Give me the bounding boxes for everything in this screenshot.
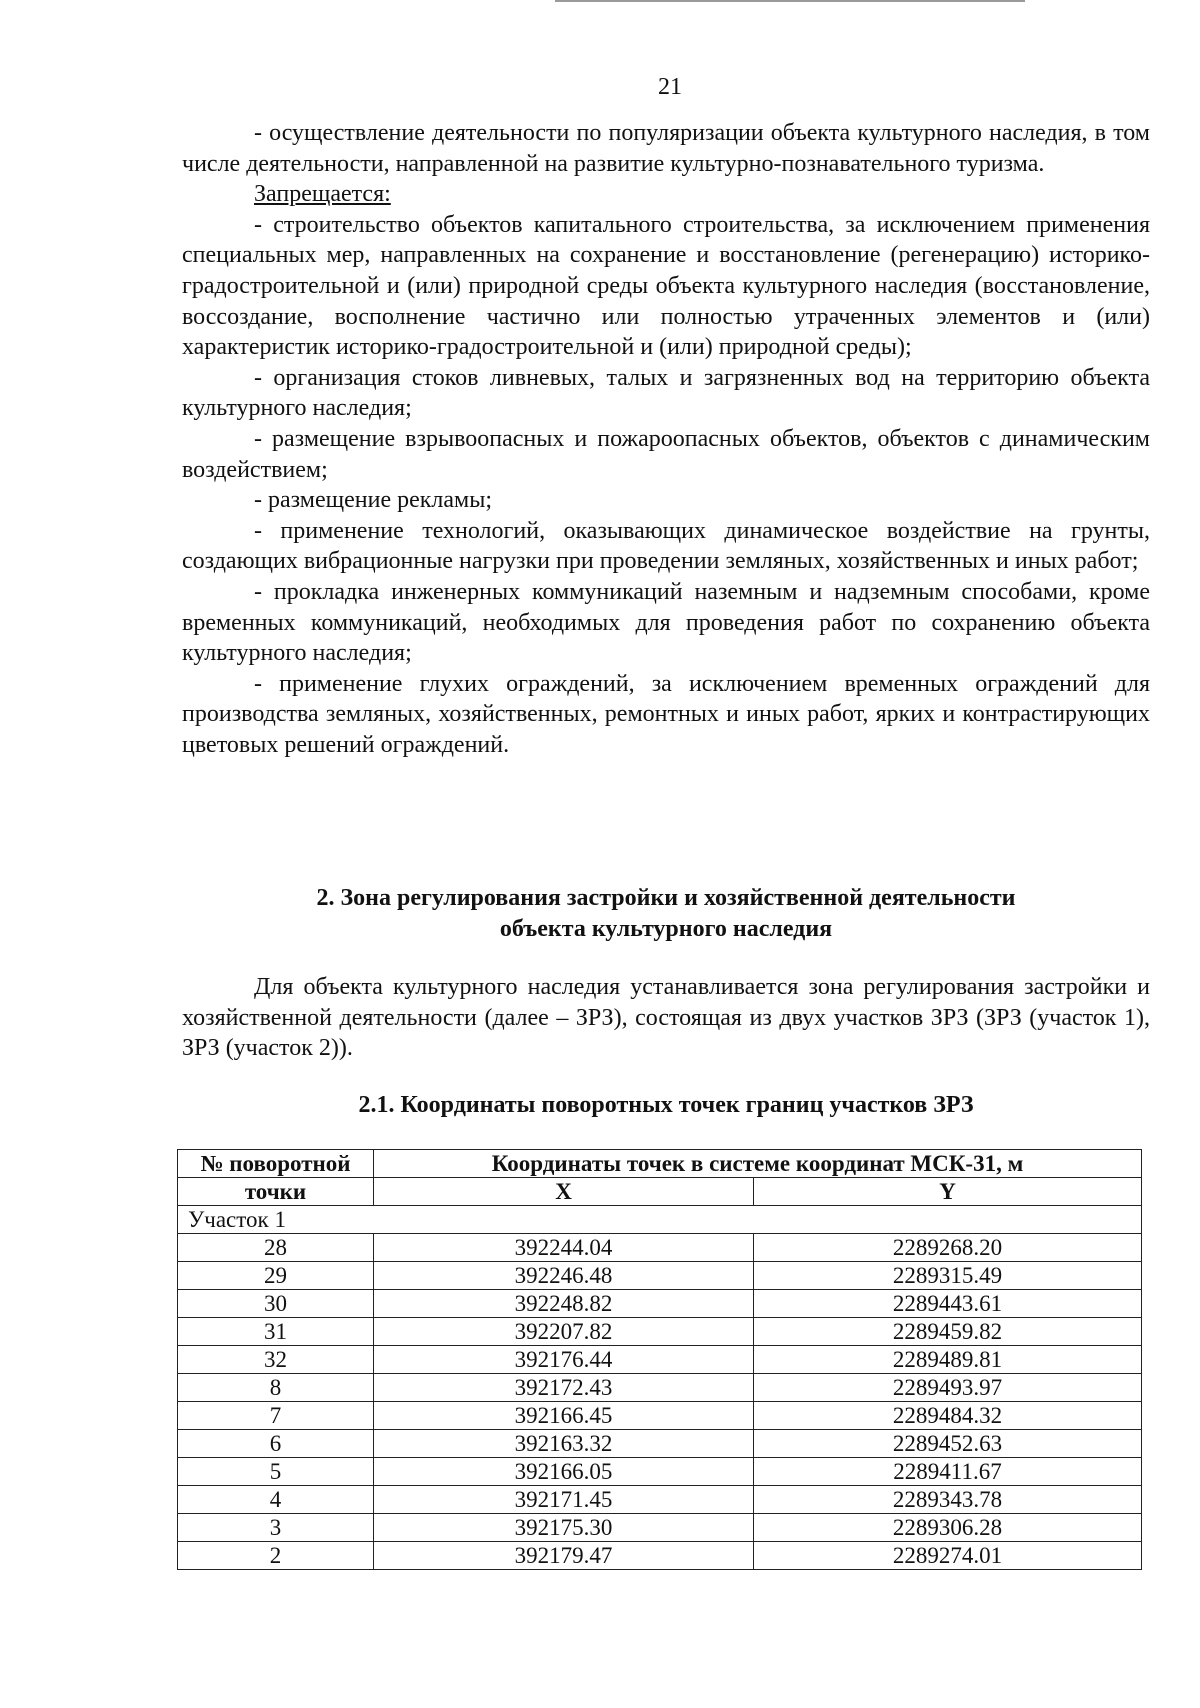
table-row — [178, 1374, 1142, 1402]
point-number: 31 — [178, 1318, 374, 1346]
coord-x: 392163.32 — [374, 1430, 754, 1458]
header-coordinates: Координаты точек в системе координат МСК-31, м — [374, 1150, 1142, 1178]
coord-y: 2289411.67 — [754, 1458, 1142, 1486]
table-row — [178, 1542, 1142, 1570]
table-section-row — [178, 1206, 1142, 1234]
coord-x: 392246.48 — [374, 1262, 754, 1290]
coord-x: 392175.30 — [374, 1514, 754, 1542]
table-heading: 2.1. Координаты поворотных точек границ участков ЗРЗ — [358, 1092, 974, 1118]
table-row — [178, 1234, 1142, 1262]
coord-x: 392244.04 — [374, 1234, 754, 1262]
point-number: 7 — [178, 1402, 374, 1430]
body-text — [182, 118, 1150, 760]
table-subheader-row — [178, 1178, 1142, 1206]
coord-y: 2289484.32 — [754, 1402, 1142, 1430]
coord-y: 2289443.61 — [754, 1290, 1142, 1318]
table-row — [178, 1402, 1142, 1430]
point-number: 30 — [178, 1290, 374, 1318]
prohibited-item: - прокладка инженерных коммуникаций наземным и надземным способами, кроме временных коммуникаций, необходимых для проведения работ по сохранению объекта культурного наследия; — [182, 578, 1150, 667]
table-row — [178, 1262, 1142, 1290]
prohibited-item: - размещение взрывоопасных и пожароопасных объектов, объектов с динамическим воздействием; — [182, 425, 1150, 483]
section-label: Участок 1 — [178, 1206, 1142, 1234]
header-point-line1: № поворотной — [200, 1150, 351, 1176]
point-number: 32 — [178, 1346, 374, 1374]
point-number: 5 — [178, 1458, 374, 1486]
table-row — [178, 1318, 1142, 1346]
coord-y: 2289274.01 — [754, 1542, 1142, 1570]
coordinates-table — [177, 1149, 1142, 1570]
header-point-number — [178, 1150, 374, 1178]
coord-x: 392176.44 — [374, 1346, 754, 1374]
section-2-paragraph: Для объекта культурного наследия устанавливается зона регулирования застройки и хозяйственной деятельности (далее – ЗРЗ), состоящая из двух участков ЗРЗ (ЗРЗ (участок 1), ЗРЗ (участок 2)). — [182, 974, 1150, 1062]
coord-y: 2289343.78 — [754, 1486, 1142, 1514]
table-row — [178, 1290, 1142, 1318]
coord-y: 2289315.49 — [754, 1262, 1142, 1290]
section-2-heading-line2: объекта культурного наследия — [499, 915, 833, 942]
header-point-line2: точки — [178, 1178, 374, 1206]
section-2-heading-line1: 2. Зона регулирования застройки и хозяйственной деятельности — [316, 885, 1016, 911]
coord-x: 392179.47 — [374, 1542, 754, 1570]
header-x: X — [374, 1178, 754, 1206]
coord-x: 392248.82 — [374, 1290, 754, 1318]
page-top-border — [555, 0, 1025, 2]
coord-x: 392207.82 — [374, 1318, 754, 1346]
point-number: 28 — [178, 1234, 374, 1262]
coord-y: 2289306.28 — [754, 1514, 1142, 1542]
table-row — [178, 1430, 1142, 1458]
point-number: 6 — [178, 1430, 374, 1458]
prohibited-item: - применение глухих ограждений, за исключением временных ограждений для производства земляных, хозяйственных, ремонтных и иных работ, ярких и контрастирующих цветовых решений ограждений. — [182, 670, 1150, 758]
page-number: 21 — [658, 74, 682, 100]
point-number: 8 — [178, 1374, 374, 1402]
prohibited-item: - организация стоков ливневых, талых и загрязненных вод на территорию объекта культурного наследия; — [182, 364, 1150, 422]
coord-y: 2289493.97 — [754, 1374, 1142, 1402]
coord-x: 392171.45 — [374, 1486, 754, 1514]
prohibited-item: - применение технологий, оказывающих динамическое воздействие на грунты, создающих вибрационные нагрузки при проведении земляных, хозяйственных и иных работ; — [182, 517, 1150, 575]
coord-y: 2289459.82 — [754, 1318, 1142, 1346]
table-row — [178, 1346, 1142, 1374]
prohibited-label: Запрещается: — [254, 181, 391, 208]
coord-x: 392166.05 — [374, 1458, 754, 1486]
point-number: 3 — [178, 1514, 374, 1542]
coord-x: 392166.45 — [374, 1402, 754, 1430]
paragraph-popularization: - осуществление деятельности по популяризации объекта культурного наследия, в том числе деятельности, направленной на развитие культурно-познавательного туризма. — [182, 120, 1150, 177]
point-number: 2 — [178, 1542, 374, 1570]
table-row — [178, 1486, 1142, 1514]
coord-x: 392172.43 — [374, 1374, 754, 1402]
coord-y: 2289452.63 — [754, 1430, 1142, 1458]
table-row — [178, 1458, 1142, 1486]
prohibited-label-line — [182, 179, 1150, 210]
coord-y: 2289268.20 — [754, 1234, 1142, 1262]
prohibited-item: - размещение рекламы; — [254, 487, 493, 514]
header-y: Y — [754, 1178, 1142, 1206]
section-2-heading — [182, 883, 1150, 944]
coord-y: 2289489.81 — [754, 1346, 1142, 1374]
table-header-row — [178, 1150, 1142, 1178]
point-number: 4 — [178, 1486, 374, 1514]
prohibited-item: - строительство объектов капитального строительства, за исключением применения специальных мер, направленных на сохранение и восстановление (регенерацию) историко-градостроительной и (или) природной среды объекта культурного наследия (восстановление, воссоздание, восполнение частично или полностью утраченных элементов и (или) характеристик историко-градостроительной и (или) природной среды); — [182, 211, 1150, 361]
point-number: 29 — [178, 1262, 374, 1290]
table-row — [178, 1514, 1142, 1542]
